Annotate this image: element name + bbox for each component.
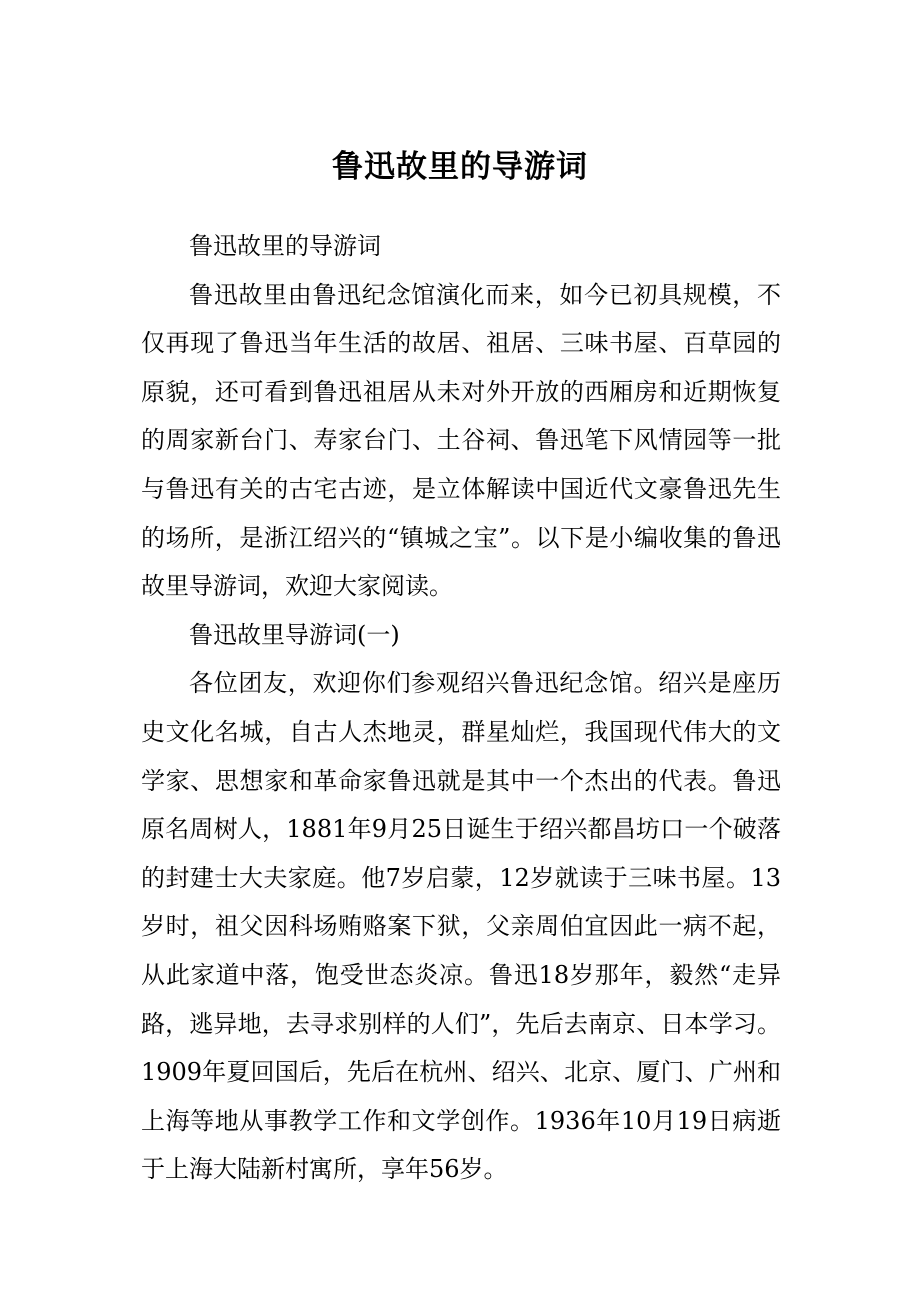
document-title: 鲁迅故里的导游词 bbox=[332, 149, 588, 185]
section-heading-paragraph: 鲁迅故里导游词(一) bbox=[189, 620, 400, 649]
subtitle-paragraph: 鲁迅故里的导游词 bbox=[189, 232, 381, 260]
intro-paragraph: 鲁迅故里由鲁迅纪念馆演化而来，如今已初具规模，不仅再现了鲁迅当年生活的故居、祖居、三味书屋、百草园的原貌，还可看到鲁迅祖居从未对外开放的西厢房和近期恢复的周家新台门、寿家台门、土谷祠、鲁迅笔下风情园等一批与鲁迅有关的古宅古迹，是立体解读中国近代文豪鲁迅先生的场所，是浙江绍兴的“镇城之宝”。以下是小编收集的鲁迅故里导游词，欢迎大家阅读。 bbox=[141, 280, 781, 601]
body-paragraph: 各位团友，欢迎你们参观绍兴鲁迅纪念馆。绍兴是座历史文化名城，自古人杰地灵，群星灿烂，我国现代伟大的文学家、思想家和革命家鲁迅就是其中一个杰出的代表。鲁迅原名周树人，1881年9月25日诞生于绍兴都昌坊口一个破落的封建士大夫家庭。他7岁启蒙，12岁就读于三味书屋。13岁时，祖父因科场贿赂案下狱，父亲周伯宜因此一病不起，从此家道中落，饱受世态炎凉。鲁迅18岁那年，毅然“走异路，逃异地，去寻求别样的人们”，先后去南京、日本学习。1909年夏回国后，先后在杭州、绍兴、北京、厦门、广州和上海等地从事教学工作和文学创作。1936年10月19日病逝于上海大陆新村寓所，享年56岁。 bbox=[141, 669, 781, 1184]
document-body bbox=[141, 222, 781, 1194]
